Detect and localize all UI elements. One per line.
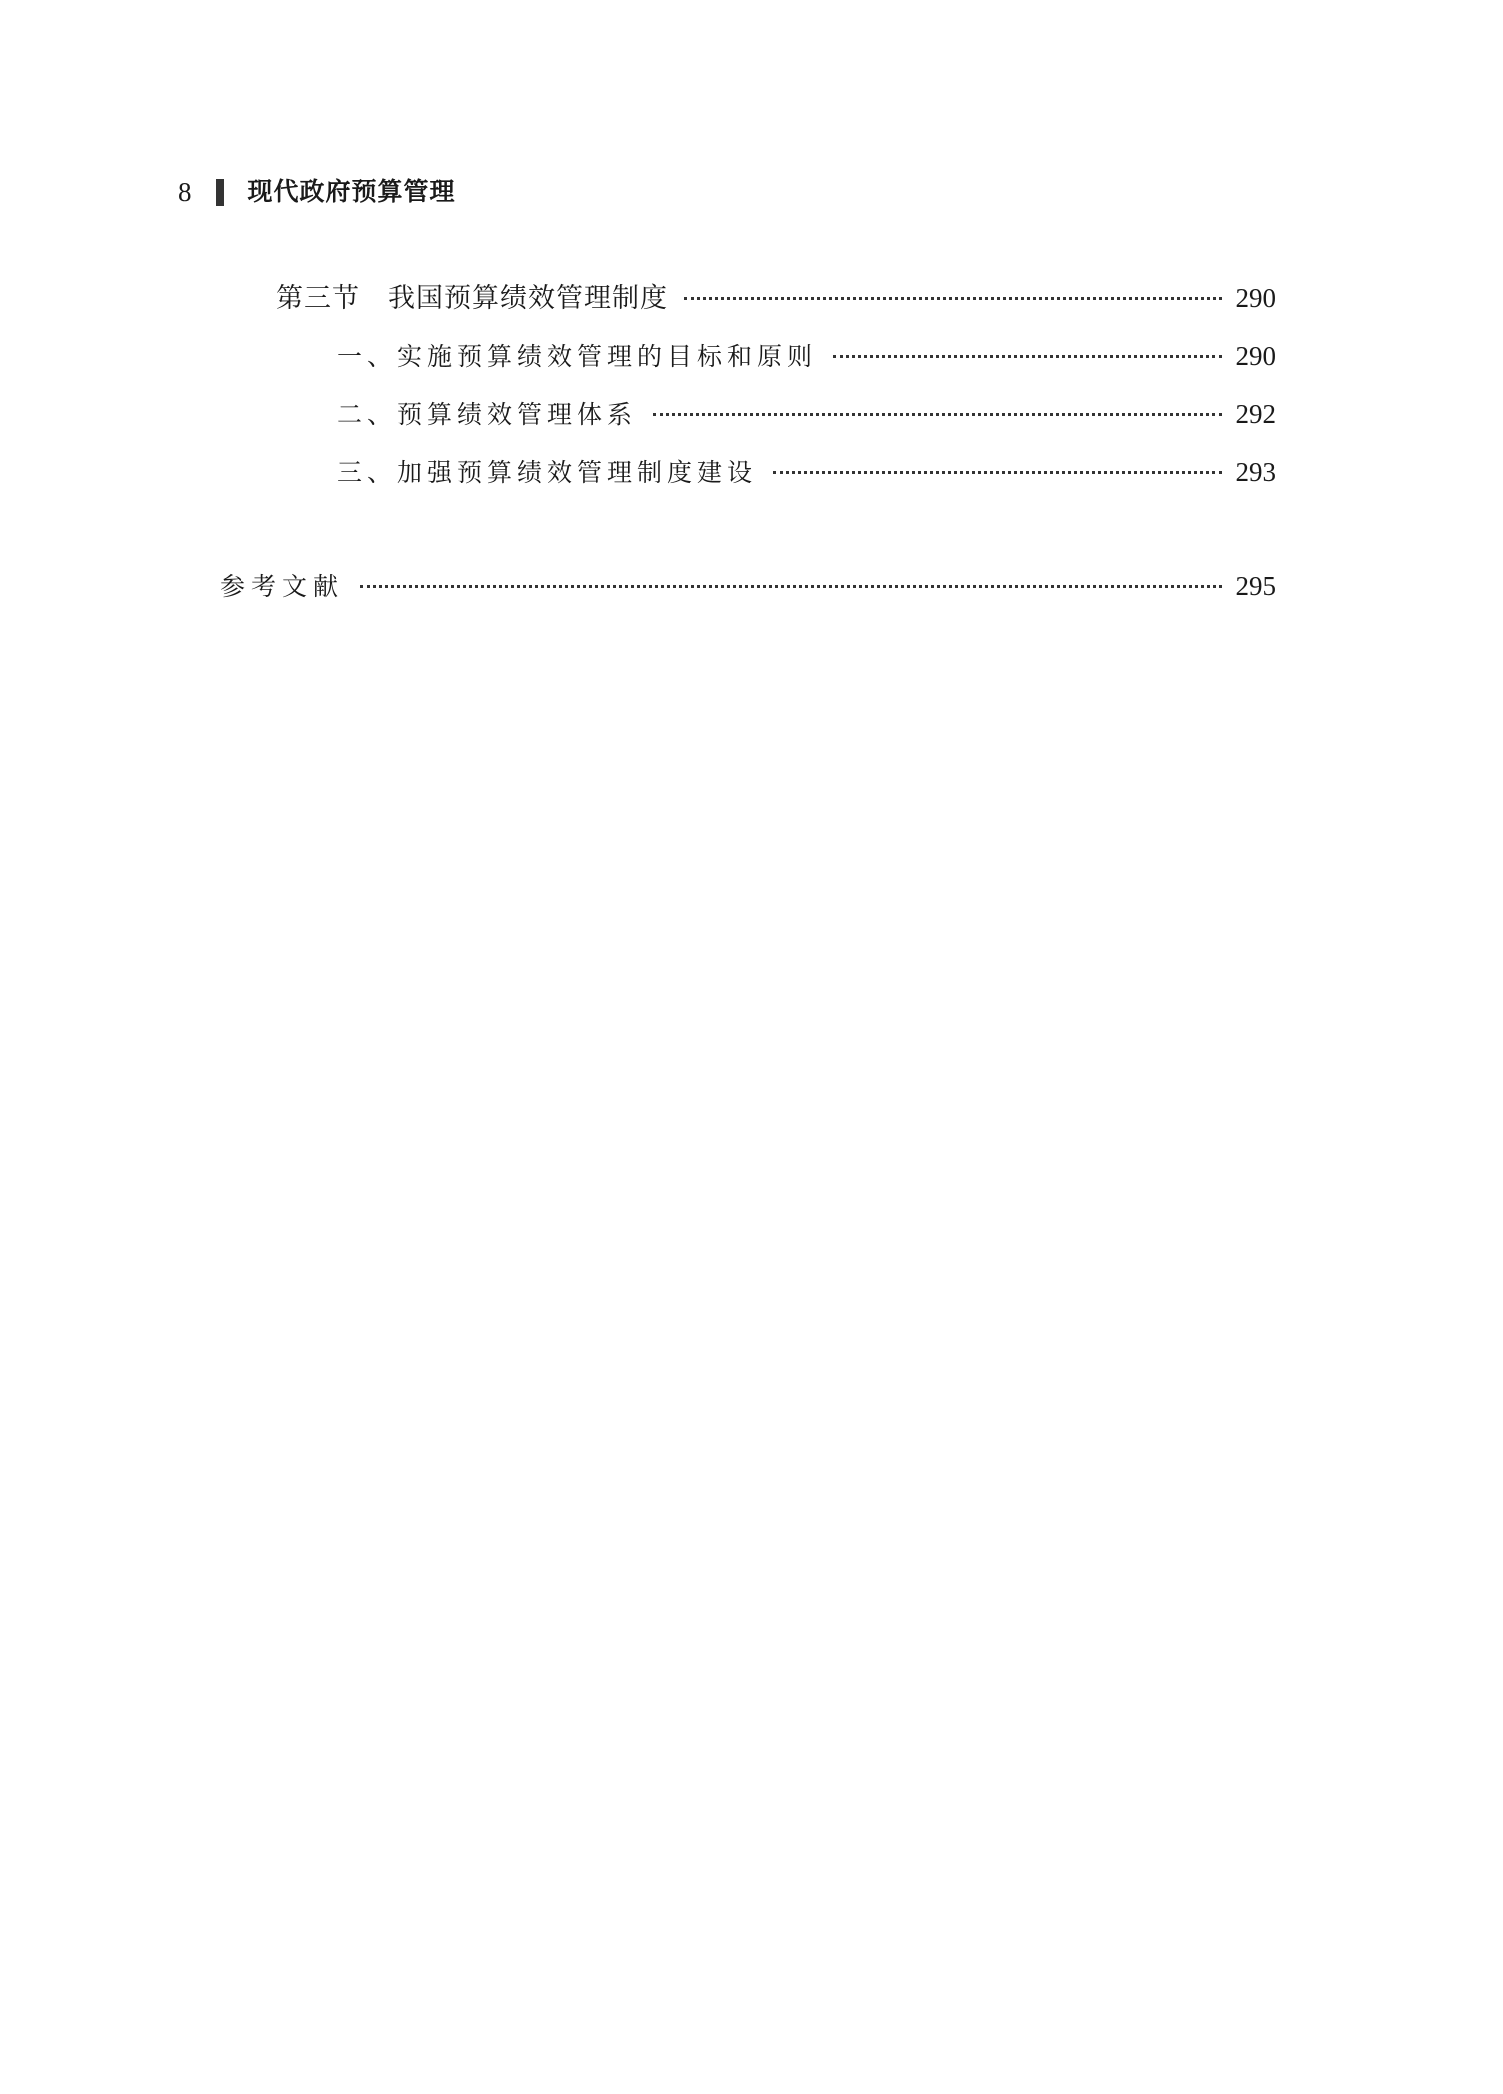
dot-leader	[684, 297, 1222, 300]
toc-subsection-title: 一、实施预算绩效管理的目标和原则	[337, 342, 818, 371]
toc-section-title: 第三节 我国预算绩效管理制度	[276, 283, 668, 314]
toc-subsection-title: 三、加强预算绩效管理制度建设	[337, 458, 758, 487]
dot-leader	[360, 585, 1221, 588]
toc-page-number: 290	[1235, 341, 1276, 371]
toc-entry-subsection-1[interactable]	[337, 336, 1276, 376]
dot-leader	[773, 471, 1221, 474]
toc-page-number: 293	[1235, 457, 1276, 487]
book-title: 现代政府预算管理	[247, 177, 456, 206]
toc-references-title: 参考文献	[220, 572, 345, 601]
running-header	[178, 172, 456, 212]
header-divider-bar	[216, 179, 224, 206]
toc-page-number: 292	[1235, 399, 1276, 429]
toc-entry-subsection-2[interactable]	[337, 394, 1276, 434]
page-number: 8	[178, 177, 192, 207]
toc-entry-section-3[interactable]	[276, 278, 1276, 318]
dot-leader	[653, 413, 1221, 416]
toc-entry-references[interactable]	[220, 566, 1276, 606]
toc-page-number: 290	[1235, 283, 1276, 313]
toc-entry-subsection-3[interactable]	[337, 452, 1276, 492]
toc-page-number: 295	[1235, 571, 1276, 601]
toc-subsection-title: 二、预算绩效管理体系	[337, 400, 638, 429]
dot-leader	[833, 355, 1221, 358]
